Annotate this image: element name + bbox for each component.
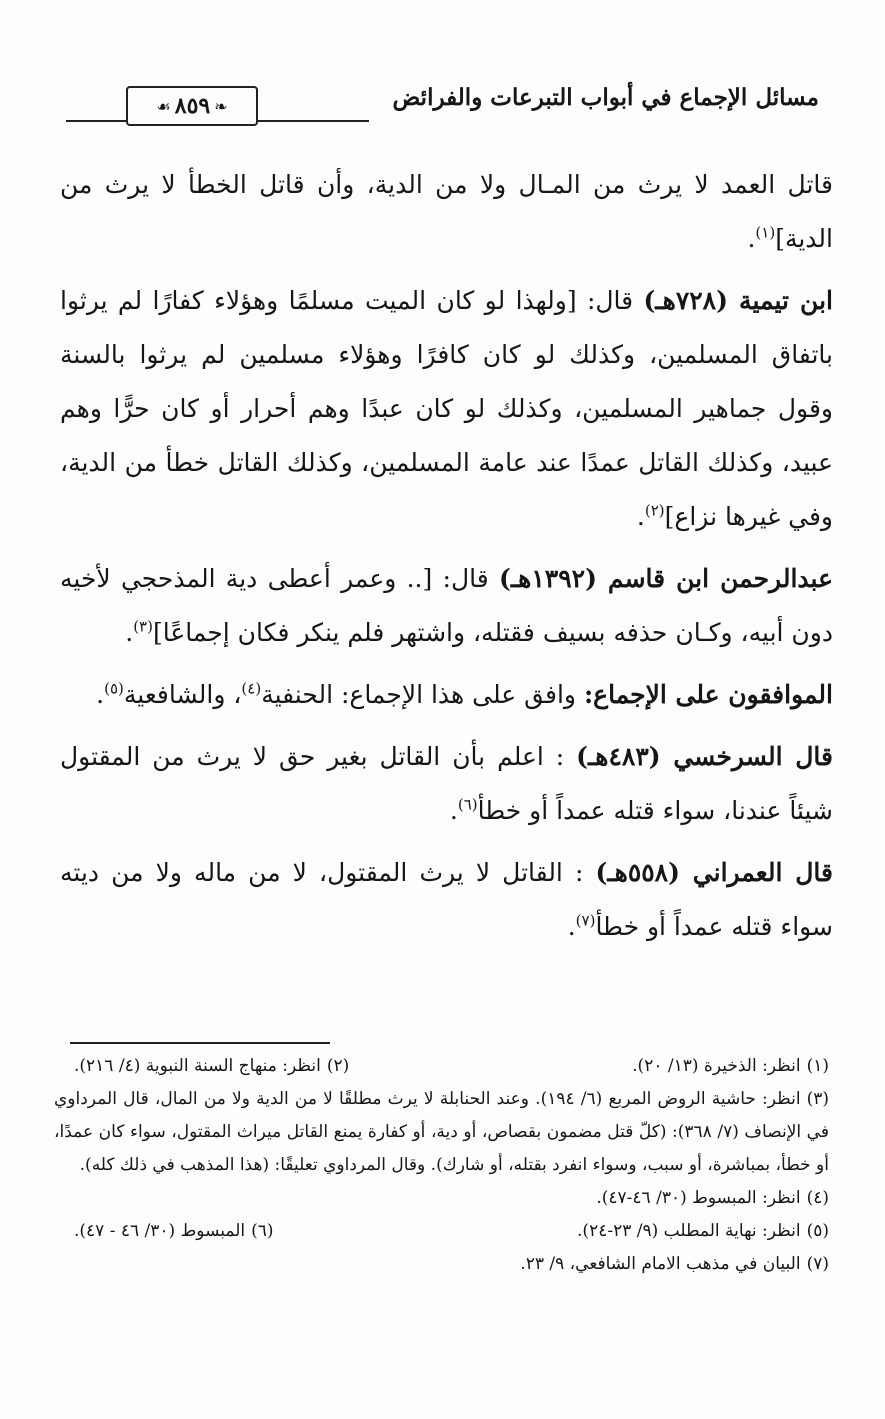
paragraph-text: قاتل العمد لا يرث من المـال ولا من الدية، وأن قاتل الخطأ لا يرث من الدية] (60, 170, 833, 253)
footnote-number: (٥) (806, 1221, 829, 1241)
footnote-text: انظر: المبسوط (٣٠/ ٤٦-٤٧). (596, 1188, 801, 1208)
page-number: ٨٥٩ (174, 93, 211, 119)
footnote-1 (632, 1050, 829, 1083)
footnote-row (54, 1050, 829, 1083)
footnote-text: انظر: نهاية المطلب (٩/ ٢٣-٢٤). (577, 1221, 801, 1241)
main-text (60, 158, 833, 962)
paragraph (60, 158, 833, 266)
paragraph-lead: قال العمراني (٥٥٨هـ) (595, 858, 833, 887)
footnote-4 (596, 1182, 829, 1215)
paragraph-lead: عبدالرحمن ابن قاسم (١٣٩٢هـ) (499, 564, 833, 593)
footnote-number: (٦) (251, 1221, 274, 1241)
footnote-number: (٤) (806, 1188, 829, 1208)
paragraph (60, 668, 833, 722)
ornament-icon: ☙ (156, 96, 171, 116)
footnote-text: المبسوط (٣٠/ ٤٦ - ٤٧). (74, 1221, 246, 1241)
footnote-2 (74, 1050, 349, 1083)
footnotes (54, 1050, 829, 1281)
paragraph (60, 730, 833, 838)
footnote-ref: (٧) (575, 911, 596, 930)
footnote-row (54, 1182, 829, 1215)
footnote-text: انظر: منهاج السنة النبوية (٤/ ٢١٦). (74, 1056, 321, 1076)
footnote-7 (520, 1248, 829, 1281)
footnote-ref: (٦) (457, 795, 478, 814)
footnote-ref: (٤) (241, 679, 262, 698)
paragraph-end: . (567, 912, 576, 941)
footnote-ref: (٢) (644, 501, 665, 520)
footnote-text: انظر: حاشية الروض المربع (٦/ ١٩٤). وعند الحنابلة لا يرث مطلقًا لا من الدية ولا من المال، قال المرداوي في الإنصاف (٧/ ٣٦٨): (كلّ قتل مضمون بقصاص، أو دية، أو كفارة يمنع القاتل ميراث المقتول، سواء كان عمدًا، أو خطأ، بمباشرة، أو سبب، وسواء انفرد بقتله، أو شارك). وقال المرداوي تعليقًا: (هذا المذهب في ذلك كله). (54, 1089, 829, 1175)
footnote-3 (54, 1083, 829, 1182)
paragraph (60, 846, 833, 954)
ornament-icon: ❧ (214, 96, 228, 116)
paragraph (60, 274, 833, 544)
paragraph-end: . (96, 680, 105, 709)
page-number-frame (126, 86, 258, 126)
paragraph-text: وافق على هذا الإجماع: الحنفية (261, 680, 584, 709)
footnote-ref: (٣) (133, 617, 153, 636)
paragraph-text: قال: [.. وعمر أعطى دية المذحجي لأخيه دون أبيه، وكـان حذفه بسيف فقتله، واشتهر فلم ينكر فكان إجماعًا] (60, 564, 833, 647)
footnote-row (54, 1248, 829, 1281)
paragraph-end: . (449, 796, 458, 825)
paragraph-lead: ابن تيمية (٧٢٨هـ) (643, 286, 833, 315)
footnote-text: انظر: الذخيرة (١٣/ ٢٠). (632, 1056, 801, 1076)
footnote-ref: (١) (755, 223, 776, 242)
paragraph-end: . (125, 618, 134, 647)
footnote-ref: (٥) (104, 679, 124, 698)
paragraph-end: . (747, 224, 756, 253)
footnote-row (54, 1215, 829, 1248)
footnote-6 (74, 1215, 274, 1248)
header-title: مسائل الإجماع في أبواب التبرعات والفرائض (392, 84, 819, 111)
paragraph-text: : القاتل لا يرث المقتول، لا من ماله ولا من ديته سواء قتله عمداً أو خطأ (60, 858, 833, 941)
footnote-number: (١) (806, 1056, 829, 1076)
footnote-number: (٧) (806, 1254, 829, 1274)
footnote-5 (577, 1215, 829, 1248)
footnote-text: البيان في مذهب الامام الشافعي، ٩/ ٢٣. (520, 1254, 801, 1274)
footnote-separator (70, 1042, 330, 1044)
paragraph-text: قال: [ولهذا لو كان الميت مسلمًا وهؤلاء كفارًا لم يرثوا باتفاق المسلمين، وكذلك لو كان كافرًا وهؤلاء مسلمين لم يرثوا بالسنة وقول جماهير المسلمين، وكذلك لو كان عبدًا وهم أحرار أو كان حرًّا وهم عبيد، وكذلك القاتل عمدًا عند عامة المسلمين، وكذلك القاتل خطأ من الدية، وفي غيرها نزاع] (60, 286, 833, 531)
paragraph-text: ، والشافعية (123, 680, 242, 709)
footnote-number: (٣) (806, 1089, 829, 1109)
running-header (66, 78, 819, 130)
paragraph-lead: قال السرخسي (٤٨٣هـ) (576, 742, 833, 771)
footnote-number: (٢) (326, 1056, 350, 1076)
paragraph-end: . (636, 502, 645, 531)
paragraph (60, 552, 833, 660)
paragraph-lead: الموافقون على الإجماع: (583, 680, 833, 709)
paragraph-text: : اعلم بأن القاتل بغير حق لا يرث من المقتول شيئاً عندنا، سواء قتله عمداً أو خطأ (60, 742, 833, 825)
